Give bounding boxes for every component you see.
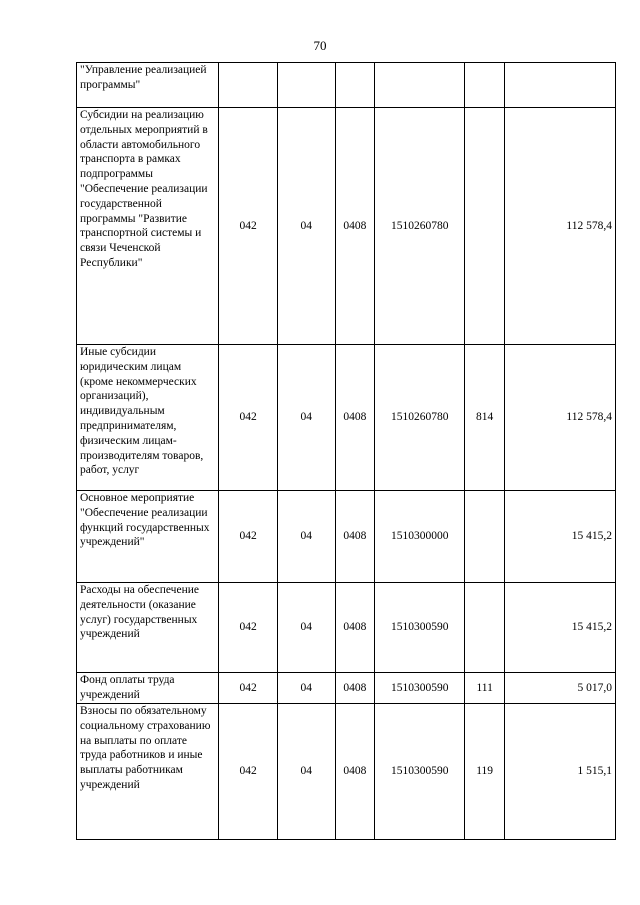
subsection-code: 0408 [335, 491, 375, 583]
ministry-code: 042 [219, 108, 278, 345]
subsection-code: 0408 [335, 673, 375, 704]
table-row [77, 108, 616, 345]
amount: 112 578,4 [505, 345, 616, 491]
target-article-code: 1510260780 [375, 108, 465, 345]
target-article-code: 1510300590 [375, 583, 465, 673]
amount: 15 415,2 [505, 491, 616, 583]
expense-type-code [465, 583, 505, 673]
section-code: 04 [277, 583, 335, 673]
budget-table [76, 62, 616, 840]
section-code: 04 [277, 345, 335, 491]
table-row [77, 704, 616, 840]
table-row [77, 345, 616, 491]
expense-type-code: 119 [465, 704, 505, 840]
section-code: 04 [277, 673, 335, 704]
ministry-code: 042 [219, 345, 278, 491]
expense-type-code [465, 108, 505, 345]
amount: 15 415,2 [505, 583, 616, 673]
ministry-code: 042 [219, 491, 278, 583]
expense-type-code [465, 491, 505, 583]
target-article-code: 1510300590 [375, 704, 465, 840]
row-name: Основное мероприятие "Обеспечение реализации функций государственных учреждений" [77, 491, 219, 583]
amount: 5 017,0 [505, 673, 616, 704]
section-code: 04 [277, 108, 335, 345]
expense-type-code [465, 63, 505, 108]
subsection-code: 0408 [335, 108, 375, 345]
amount [505, 63, 616, 108]
section-code: 04 [277, 491, 335, 583]
subsection-code: 0408 [335, 583, 375, 673]
amount: 112 578,4 [505, 108, 616, 345]
row-name: "Управление реализацией программы" [77, 63, 219, 108]
table-row [77, 673, 616, 704]
ministry-code: 042 [219, 673, 278, 704]
table-row [77, 63, 616, 108]
target-article-code: 1510260780 [375, 345, 465, 491]
target-article-code: 1510300000 [375, 491, 465, 583]
subsection-code: 0408 [335, 345, 375, 491]
table-row [77, 583, 616, 673]
section-code [277, 63, 335, 108]
expense-type-code: 111 [465, 673, 505, 704]
row-name: Субсидии на реализацию отдельных мероприятий в области автомобильного транспорта в рамках подпрограммы "Обеспечение реализации государственной программы "Развитие транспортной системы и связи Чеченской Республики" [77, 108, 219, 345]
section-code: 04 [277, 704, 335, 840]
target-article-code: 1510300590 [375, 673, 465, 704]
ministry-code: 042 [219, 704, 278, 840]
subsection-code [335, 63, 375, 108]
row-name: Расходы на обеспечение деятельности (оказание услуг) государственных учреждений [77, 583, 219, 673]
row-name: Фонд оплаты труда учреждений [77, 673, 219, 704]
row-name: Иные субсидии юридическим лицам (кроме некоммерческих организаций), индивидуальным предпринимателям, физическим лицам-производителям товаров, работ, услуг [77, 345, 219, 491]
ministry-code [219, 63, 278, 108]
target-article-code [375, 63, 465, 108]
amount: 1 515,1 [505, 704, 616, 840]
row-name: Взносы по обязательному социальному страхованию на выплаты по оплате труда работников и иные выплаты работникам учреждений [77, 704, 219, 840]
ministry-code: 042 [219, 583, 278, 673]
expense-type-code: 814 [465, 345, 505, 491]
page-number: 70 [313, 38, 327, 53]
table-row [77, 491, 616, 583]
subsection-code: 0408 [335, 704, 375, 840]
